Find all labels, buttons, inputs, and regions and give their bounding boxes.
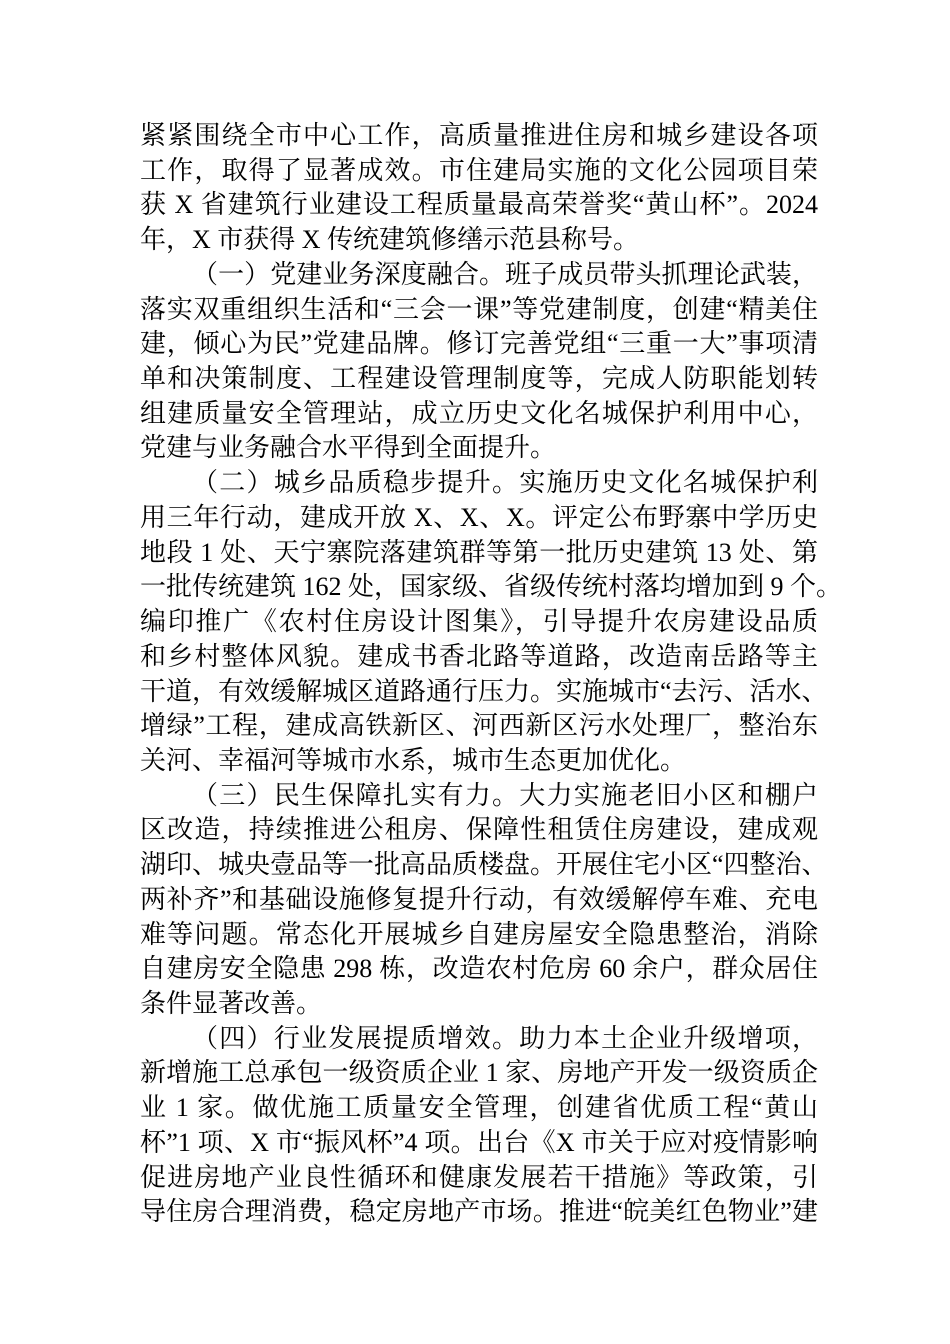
text-line: 促进房地产业良性循环和健康发展若干措施》等政策，引 <box>140 1162 818 1192</box>
text-line: 自建房安全隐患 298 栋，改造农村危房 60 余户，群众居住 <box>140 954 818 984</box>
text-line: 落实双重组织生活和“三会一课”等党建制度，创建“精美住 <box>140 294 818 324</box>
text-line: 党建与业务融合水平得到全面提升。 <box>140 433 557 463</box>
text-line: 增绿”工程，建成高铁新区、河西新区污水处理厂，整治东 <box>140 711 818 741</box>
text-line: 编印推广《农村住房设计图集》，引导提升农房建设品质 <box>140 607 818 637</box>
text-line: 获 X 省建筑行业建设工程质量最高荣誉奖“黄山杯”。2024 <box>140 190 818 220</box>
paragraph <box>140 466 843 778</box>
text-line: 条件显著改善。 <box>140 988 323 1018</box>
text-line: 用三年行动，建成开放 X、X、X。评定公布野寨中学历史 <box>140 502 818 532</box>
text-line: 难等问题。常态化开展城乡自建房屋安全隐患整治，消除 <box>140 919 818 949</box>
document-text-block <box>140 119 843 1230</box>
text-line: （三）民生保障扎实有力。大力实施老旧小区和棚户 <box>192 780 818 810</box>
text-line: 杯”1 项、X 市“振风杯”4 项。出台《X 市关于应对疫情影响 <box>140 1127 818 1157</box>
text-line: 湖印、城央壹品等一批高品质楼盘。开展住宅小区“四整治、 <box>140 850 828 880</box>
text-line: 两补齐”和基础设施修复提升行动，有效缓解停车难、充电 <box>140 884 818 914</box>
text-line: 地段 1 处、天宁寨院落建筑群等第一批历史建筑 13 处、第 <box>140 537 818 567</box>
text-line: 干道，有效缓解城区道路通行压力。实施城市“去污、活水、 <box>140 676 828 706</box>
text-line: 单和决策制度、工程建设管理制度等，完成人防职能划转 <box>140 364 818 394</box>
text-line: 年，X 市获得 X 传统建筑修缮示范县称号。 <box>140 225 640 255</box>
text-line: 工作，取得了显著成效。市住建局实施的文化公园项目荣 <box>140 155 818 185</box>
paragraph <box>140 119 818 258</box>
paragraph <box>140 779 828 1022</box>
paragraph <box>140 1022 818 1230</box>
text-line: 一批传统建筑 162 处，国家级、省级传统村落均增加到 9 个。 <box>140 572 843 602</box>
paragraph <box>140 258 818 466</box>
text-line: 新增施工总承包一级资质企业 1 家、房地产开发一级资质企 <box>140 1058 818 1088</box>
text-line: 组建质量安全管理站，成立历史文化名城保护利用中心， <box>140 398 818 428</box>
text-line: 建，倾心为民”党建品牌。修订完善党组“三重一大”事项清 <box>140 329 818 359</box>
text-line: 和乡村整体风貌。建成书香北路等道路，改造南岳路等主 <box>140 641 818 671</box>
text-line: 关河、幸福河等城市水系，城市生态更加优化。 <box>140 745 687 775</box>
text-line: 业 1 家。做优施工质量安全管理，创建省优质工程“黄山 <box>140 1093 818 1123</box>
text-line: 紧紧围绕全市中心工作，高质量推进住房和城乡建设各项 <box>140 121 818 150</box>
text-line: （一）党建业务深度融合。班子成员带头抓理论武装， <box>192 259 818 289</box>
text-line: 导住房合理消费，稳定房地产市场。推进“皖美红色物业”建 <box>140 1197 818 1227</box>
text-line: （四）行业发展提质增效。助力本土企业升级增项， <box>192 1023 818 1053</box>
text-line: 区改造，持续推进公租房、保障性租赁住房建设，建成观 <box>140 815 818 845</box>
text-line: （二）城乡品质稳步提升。实施历史文化名城保护利 <box>192 468 818 498</box>
